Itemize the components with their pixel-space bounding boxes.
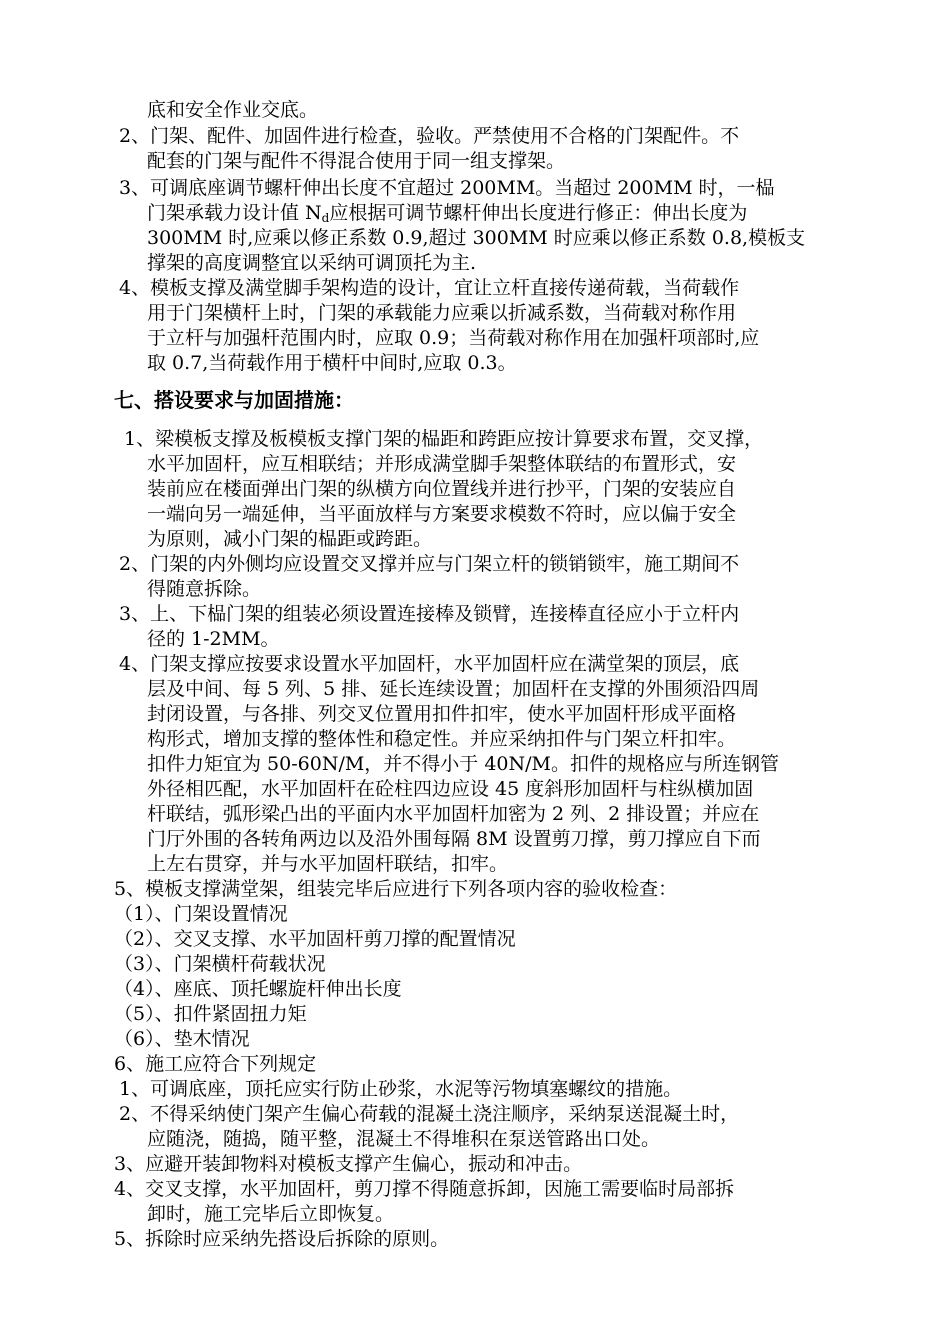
item-1-line-3: 装前应在楼面弹出门架的纵横方向位置线并进行抄平，门架的安装应自 (147, 478, 737, 500)
item-4-line-5: 扣件力矩宜为 50-60N/M，并不得小于 40N/M。扣件的规格应与所连钢管 (147, 753, 779, 775)
pre-item-3-line-1: 3、可调底座调节螺杆伸出长度不宜超过 200MM。当超过 200MM 时，一榀 (119, 177, 775, 199)
checklist-item-2: （2）、交叉支撑、水平加固杆剪刀撑的配置情况 (114, 928, 516, 950)
paragraph-continuation: 底和安全作业交底。 (147, 99, 319, 121)
item-4-line-9: 上左右贯穿，并与水平加固杆联结，扣牢。 (147, 853, 509, 875)
pre-item-4-line-1: 4、模板支撑及满堂脚手架构造的设计，宜让立杆直接传递荷载，当荷载作 (119, 277, 740, 299)
pre-item-2-line-2: 配套的门架与配件不得混合使用于同一组支撑架。 (147, 150, 566, 172)
item-5-line-1: 5、模板支撑满堂架，组装完毕后应进行下列各项内容的验收检查： (114, 878, 678, 900)
pre-item-4-line-2: 用于门架横杆上时，门架的承载能力应乘以折减系数，当荷载对称作用 (147, 302, 737, 324)
rule-1-line-1: 1、可调底座，顶托应实行防止砂浆，水泥等污物填塞螺纹的措施。 (119, 1078, 683, 1100)
checklist-item-3: （3）、门架横杆荷载状况 (114, 953, 326, 975)
rule-2-line-1: 2、不得采纳使门架产生偏心荷载的混凝土浇注顺序，采纳泵送混凝土时， (119, 1103, 740, 1125)
rule-4-line-1: 4、交叉支撑，水平加固杆，剪刀撑不得随意拆卸，因施工需要临时局部拆 (114, 1178, 735, 1200)
pre-item-3-line-4: 撑架的高度调整宜以采纳可调顶托为主. (147, 252, 477, 274)
item-2-line-1: 2、门架的内外侧均应设置交叉撑并应与门架立杆的锁销锁牢，施工期间不 (119, 553, 740, 575)
rule-3-line-1: 3、应避开装卸物料对模板支撑产生偏心，振动和冲击。 (114, 1153, 583, 1175)
item-1-line-1: 1、梁模板支撑及板模板支撑门架的榀距和跨距应按计算要求布置，交叉撑， (124, 428, 764, 450)
item-4-line-8: 门厅外围的各转角两边以及沿外围每隔 8M 设置剪刀撑，剪刀撑应自下而 (147, 828, 761, 850)
item-3-line-2: 径的 1-2MM。 (147, 628, 280, 650)
pre-item-3-line-2 (147, 201, 747, 226)
pre-item-4-line-3: 于立杆与加强杆范围内时，应取 0.9；当荷载对称作用在加强杆项部时,应 (147, 327, 760, 349)
item-4-line-7: 杆联结，弧形梁凸出的平面内水平加固杆加密为 2 列、2 排设置；并应在 (147, 803, 760, 825)
item-4-line-6: 外径相匹配，水平加固杆在砼柱四边应设 45 度斜形加固杆与柱纵横加固 (147, 778, 754, 800)
pre-item-2-line-1: 2、门架、配件、加固件进行检查，验收。严禁使用不合格的门架配件。不 (119, 125, 740, 147)
rules-title: 6、施工应符合下列规定 (114, 1053, 317, 1075)
item-1-line-2: 水平加固杆，应互相联结；并形成满堂脚手架整体联结的布置形式，安 (147, 453, 737, 475)
section-heading: 七、搭设要求与加固措施： (114, 388, 354, 412)
item-4-line-4: 构形式，增加支撑的整体性和稳定性。并应采纳扣件与门架立杆扣牢。 (147, 728, 737, 750)
checklist-item-5: （5）、扣件紧固扭力矩 (114, 1003, 307, 1025)
rule-4-line-2: 卸时，施工完毕后立即恢复。 (147, 1203, 395, 1225)
checklist-item-1: （1）、门架设置情况 (114, 903, 288, 925)
item-4-line-2: 层及中间、每 5 列、5 排、延长连续设置；加固杆在支撑的外围须沿四周 (147, 678, 760, 700)
rule-5-line-1: 5、拆除时应采纳先搭设后拆除的原则。 (114, 1228, 450, 1250)
checklist-item-6: （6）、垫木情况 (114, 1028, 250, 1050)
item-4-line-1: 4、门架支撑应按要求设置水平加固杆，水平加固杆应在满堂架的顶层，底 (119, 653, 740, 675)
nd-prefix: 门架承载力设计值 N (147, 202, 322, 224)
item-3-line-1: 3、上、下榀门架的组装必须设置连接棒及锁臂，连接棒直径应小于立杆内 (119, 603, 740, 625)
nd-rest: 应根据可调节螺杆伸出长度进行修正：伸出长度为 (329, 202, 748, 224)
item-1-line-4: 一端向另一端延伸，当平面放样与方案要求模数不符时，应以偏于安全 (147, 503, 737, 525)
pre-item-4-line-4: 取 0.7,当荷载作用于横杆中间时,应取 0.3。 (147, 352, 517, 374)
item-1-line-5: 为原则，减小门架的榀距或跨距。 (147, 528, 433, 550)
rule-2-line-2: 应随浇，随捣，随平整，混凝土不得堆积在泵送管路出口处。 (147, 1128, 661, 1150)
item-4-line-3: 封闭设置，与各排、列交叉位置用扣件扣牢，使水平加固杆形成平面格 (147, 703, 737, 725)
checklist-item-4: （4）、座底、顶托螺旋杆伸出长度 (114, 978, 402, 1000)
pre-item-3-line-3: 300MM 时,应乘以修正系数 0.9,超过 300MM 时应乘以修正系数 0.8,模板支 (147, 227, 806, 249)
item-2-line-2: 得随意拆除。 (147, 578, 262, 600)
nd-subscript: d (321, 211, 330, 225)
